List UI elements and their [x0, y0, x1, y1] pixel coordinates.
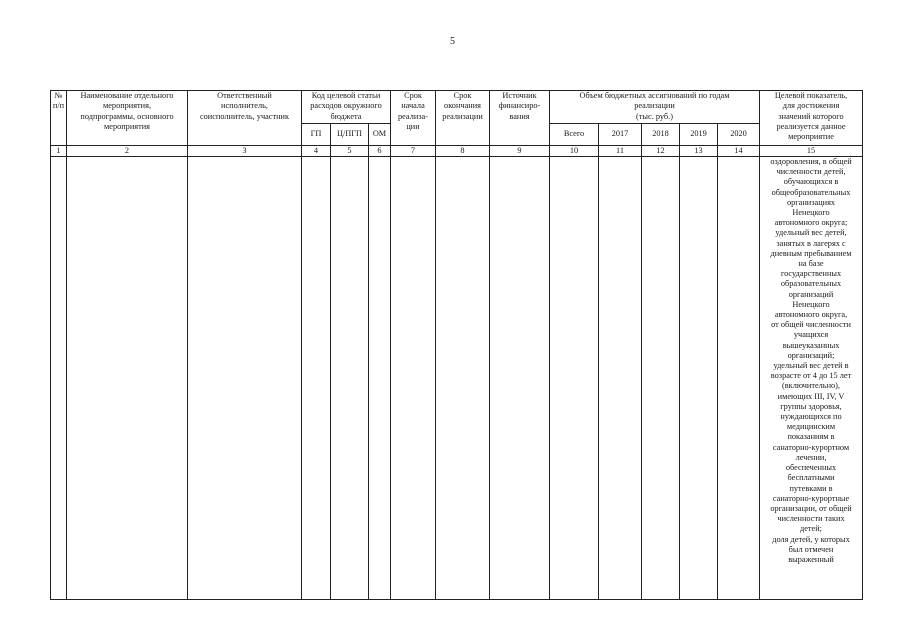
cell-gp	[302, 157, 331, 600]
cell-responsible	[188, 157, 302, 600]
header-number: № п/п	[51, 91, 67, 146]
header-responsible: Ответственный исполнитель, соисполнитель, участник	[188, 91, 302, 146]
column-number: 1	[51, 146, 67, 157]
column-number: 6	[369, 146, 391, 157]
cell-year-2018	[642, 157, 680, 600]
cell-number	[51, 157, 67, 600]
header-year-2017: 2017	[599, 124, 642, 146]
budget-allocation-table	[50, 90, 863, 600]
header-budget-volume: Объем бюджетных ассигнований по годам реализации (тыс. руб.)	[550, 91, 760, 124]
column-number: 15	[760, 146, 863, 157]
table-row	[51, 157, 863, 600]
column-number: 14	[718, 146, 760, 157]
column-number: 9	[490, 146, 550, 157]
column-number: 5	[331, 146, 369, 157]
cell-total	[550, 157, 599, 600]
header-total: Всего	[550, 124, 599, 146]
page-number: 5	[450, 36, 455, 47]
header-year-2019: 2019	[680, 124, 718, 146]
column-number: 4	[302, 146, 331, 157]
header-year-2018: 2018	[642, 124, 680, 146]
cell-year-2020	[718, 157, 760, 600]
header-cpgp: Ц/ПГП	[331, 124, 369, 146]
header-target-indicator: Целевой показатель, для достижения значений которого реализуется данное мероприятие	[760, 91, 863, 146]
cell-om	[369, 157, 391, 600]
header-activity-name: Наименование отдельного мероприятия, подпрограммы, основного мероприятия	[67, 91, 188, 146]
column-number: 11	[599, 146, 642, 157]
header-end-date: Срок окончания реализации	[436, 91, 490, 146]
cell-activity-name	[67, 157, 188, 600]
column-number: 13	[680, 146, 718, 157]
header-year-2020: 2020	[718, 124, 760, 146]
column-number: 10	[550, 146, 599, 157]
cell-funding-source	[490, 157, 550, 600]
cell-cpgp	[331, 157, 369, 600]
header-om: ОМ	[369, 124, 391, 146]
cell-start-date	[391, 157, 436, 600]
column-number: 7	[391, 146, 436, 157]
header-funding-source: Источник финансиро- вания	[490, 91, 550, 146]
column-number: 3	[188, 146, 302, 157]
header-gp: ГП	[302, 124, 331, 146]
header-start-date: Срок начала реализа- ции	[391, 91, 436, 146]
column-number: 12	[642, 146, 680, 157]
column-number: 2	[67, 146, 188, 157]
cell-year-2017	[599, 157, 642, 600]
column-number-row	[51, 146, 863, 157]
cell-year-2019	[680, 157, 718, 600]
cell-end-date	[436, 157, 490, 600]
column-number: 8	[436, 146, 490, 157]
header-budget-code: Код целевой статьи расходов окружного бюджета	[302, 91, 391, 124]
cell-target-indicator: оздоровления, в общей численности детей, обучающихся в общеобразовательных организациях Ненецкого автономного округа; удельный вес детей, занятых в лагерях с дневным пребыванием на базе государственных образовательных организаций Ненецкого автономного округа, от общей численности учащихся вышеуказанных организаций; удельный вес детей в возрасте от 4 до 15 лет (включительно), имеющих III, IV, V группы здоровья, нуждающихся по медицинским показаниям в санаторно-курортном лечении, обеспеченных бесплатными путевками в санаторно-курортные организации, от общей численности таких детей; доля детей, у которых был отмечен выраженный	[760, 157, 863, 600]
